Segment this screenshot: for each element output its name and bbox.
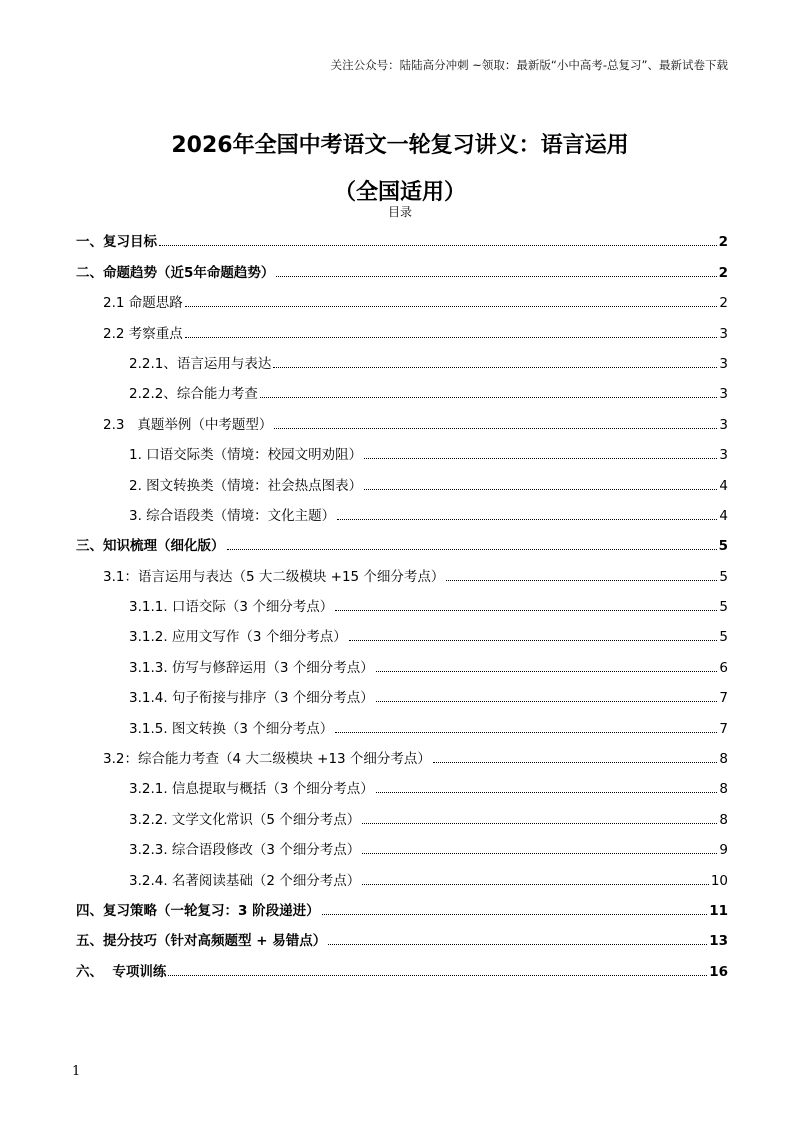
- toc-dot-leader: [159, 245, 717, 246]
- toc-entry-text: 三、知识梳理（细化版）: [76, 538, 225, 555]
- toc-dot-leader: [362, 823, 717, 824]
- toc-page-number: 11: [709, 902, 728, 919]
- toc-label: 目录: [387, 205, 412, 219]
- toc-dot-leader: [364, 458, 717, 459]
- toc-entry-text: 2.1 命题思路: [103, 295, 183, 312]
- toc-entry[interactable]: [76, 433, 728, 463]
- toc-entry[interactable]: [76, 372, 728, 402]
- toc-page-number: 5: [718, 538, 728, 555]
- document-title-line-2: （全国适用）: [333, 180, 466, 205]
- toc-entry[interactable]: [76, 949, 728, 979]
- toc-entry-text: 一、复习目标: [76, 234, 157, 251]
- toc-entry-text: 3.1.2. 应用文写作（3 个细分考点）: [129, 629, 347, 646]
- toc-dot-leader: [433, 762, 717, 763]
- toc-entry-text: 3.1：语言运用与表达（5 大二级模块 +15 个细分考点）: [103, 568, 445, 585]
- toc-dot-leader: [274, 428, 717, 429]
- toc-entry[interactable]: [76, 524, 728, 554]
- toc-page-number: 3: [719, 325, 728, 342]
- toc-page-number: 8: [719, 811, 728, 828]
- toc-page-number: 5: [719, 629, 728, 646]
- toc-entry-text: 2. 图文转换类（情境：社会热点图表）: [129, 477, 363, 494]
- toc-dot-leader: [185, 306, 718, 307]
- toc-dot-leader: [335, 732, 717, 733]
- toc-page-number: 3: [719, 355, 728, 372]
- toc-entry-text: 3.2.4. 名著阅读基础（2 个细分考点）: [129, 872, 361, 889]
- toc-entry-text: 3. 综合语段类（情境：文化主题）: [129, 507, 336, 524]
- toc-entry[interactable]: [76, 585, 728, 615]
- toc-entry-text: 3.2.3. 综合语段修改（3 个细分考点）: [129, 842, 361, 859]
- toc-entry[interactable]: [76, 889, 728, 919]
- toc-page-number: 6: [719, 659, 728, 676]
- toc-dot-leader: [337, 519, 717, 520]
- toc-entry-text: 2.2 考察重点: [103, 325, 183, 342]
- toc-page-number: 4: [719, 507, 728, 524]
- toc-entry[interactable]: [76, 342, 728, 372]
- toc-dot-leader: [362, 884, 709, 885]
- toc-entry-text: 五、提分技巧（针对高频题型 + 易错点）: [76, 933, 327, 950]
- toc-page-number: 2: [718, 234, 728, 251]
- toc-dot-leader: [364, 489, 717, 490]
- toc-entry[interactable]: [76, 615, 728, 645]
- toc-dot-leader: [376, 701, 718, 702]
- toc-page-number: 10: [710, 872, 728, 889]
- toc-entry[interactable]: [76, 828, 728, 858]
- toc-entry[interactable]: [76, 645, 728, 675]
- toc-page-number: 9: [719, 842, 728, 859]
- toc-entry-text: 3.1.3. 仿写与修辞运用（3 个细分考点）: [129, 659, 374, 676]
- toc-page-number: 3: [719, 416, 728, 433]
- toc-entry[interactable]: [76, 767, 728, 797]
- toc-entry[interactable]: [76, 250, 728, 280]
- toc-entry[interactable]: [76, 494, 728, 524]
- toc-entry[interactable]: [76, 281, 728, 311]
- toc-entry[interactable]: [76, 737, 728, 767]
- toc-entry-text: 六、 专项训练: [76, 963, 167, 980]
- toc-entry-text: 2.2.1、语言运用与表达: [129, 355, 272, 372]
- toc-entry-text: 3.1.4. 句子衔接与排序（3 个细分考点）: [129, 690, 374, 707]
- toc-entry-text: 3.2：综合能力考查（4 大二级模块 +13 个细分考点）: [103, 751, 431, 768]
- toc-entry-text: 二、命题趋势（近5年命题趋势）: [76, 264, 275, 281]
- toc-dot-leader: [276, 276, 716, 277]
- toc-page-number: 7: [719, 690, 728, 707]
- toc-page-number: 8: [719, 781, 728, 798]
- toc-page-number: 5: [719, 599, 728, 616]
- toc-dot-leader: [227, 549, 717, 550]
- toc-dot-leader: [168, 975, 707, 976]
- toc-entry-text: 3.2.2. 文学文化常识（5 个细分考点）: [129, 811, 361, 828]
- header-note: 关注公众号：陆陆高分冲刺 ~领取：最新版“小中高考-总复习”、最新试卷下载: [330, 58, 728, 72]
- toc-entry[interactable]: [76, 676, 728, 706]
- toc-dot-leader: [260, 397, 718, 398]
- toc-entry[interactable]: [76, 311, 728, 341]
- toc-dot-leader: [322, 914, 708, 915]
- toc-entry-text: 四、复习策略（一轮复习：3 阶段递进）: [76, 902, 320, 919]
- toc-page-number: 13: [709, 933, 728, 950]
- toc-page-number: 3: [719, 386, 728, 403]
- toc-entry[interactable]: [76, 797, 728, 827]
- toc-dot-leader: [185, 337, 718, 338]
- toc-page-number: 4: [719, 477, 728, 494]
- toc-dot-leader: [273, 367, 717, 368]
- toc-entry-text: 3.2.1. 信息提取与概括（3 个细分考点）: [129, 781, 374, 798]
- document-title-line-1: 2026年全国中考语文一轮复习讲义：语言运用: [171, 133, 629, 158]
- toc-entry[interactable]: [76, 858, 728, 888]
- toc-page-number: 7: [719, 720, 728, 737]
- toc-page-number: 16: [709, 963, 728, 980]
- toc-page-number: 8: [719, 751, 728, 768]
- toc-page-number: 2: [719, 295, 728, 312]
- toc-dot-leader: [335, 610, 717, 611]
- toc-entry-text: 1. 口语交际类（情境：校园文明劝阻）: [129, 447, 363, 464]
- toc-dot-leader: [362, 853, 717, 854]
- toc-entry-text: 2.2.2、综合能力考查: [129, 386, 258, 403]
- toc-entry-text: 2.3 真题举例（中考题型）: [103, 416, 273, 433]
- toc-entry[interactable]: [76, 554, 728, 584]
- toc-entry[interactable]: [76, 220, 728, 250]
- toc-entry[interactable]: [76, 919, 728, 949]
- toc-dot-leader: [376, 671, 718, 672]
- toc-entry-text: 3.1.1. 口语交际（3 个细分考点）: [129, 599, 334, 616]
- toc-dot-leader: [328, 944, 707, 945]
- toc-entry[interactable]: [76, 463, 728, 493]
- page-number: 1: [72, 1064, 81, 1079]
- toc-page-number: 3: [719, 447, 728, 464]
- toc-dot-leader: [446, 580, 717, 581]
- toc-entry[interactable]: [76, 402, 728, 432]
- toc-page-number: 2: [718, 264, 728, 281]
- toc-dot-leader: [349, 640, 718, 641]
- table-of-contents: [76, 220, 728, 980]
- toc-page-number: 5: [719, 568, 728, 585]
- toc-entry-text: 3.1.5. 图文转换（3 个细分考点）: [129, 720, 334, 737]
- toc-entry[interactable]: [76, 706, 728, 736]
- toc-dot-leader: [376, 792, 718, 793]
